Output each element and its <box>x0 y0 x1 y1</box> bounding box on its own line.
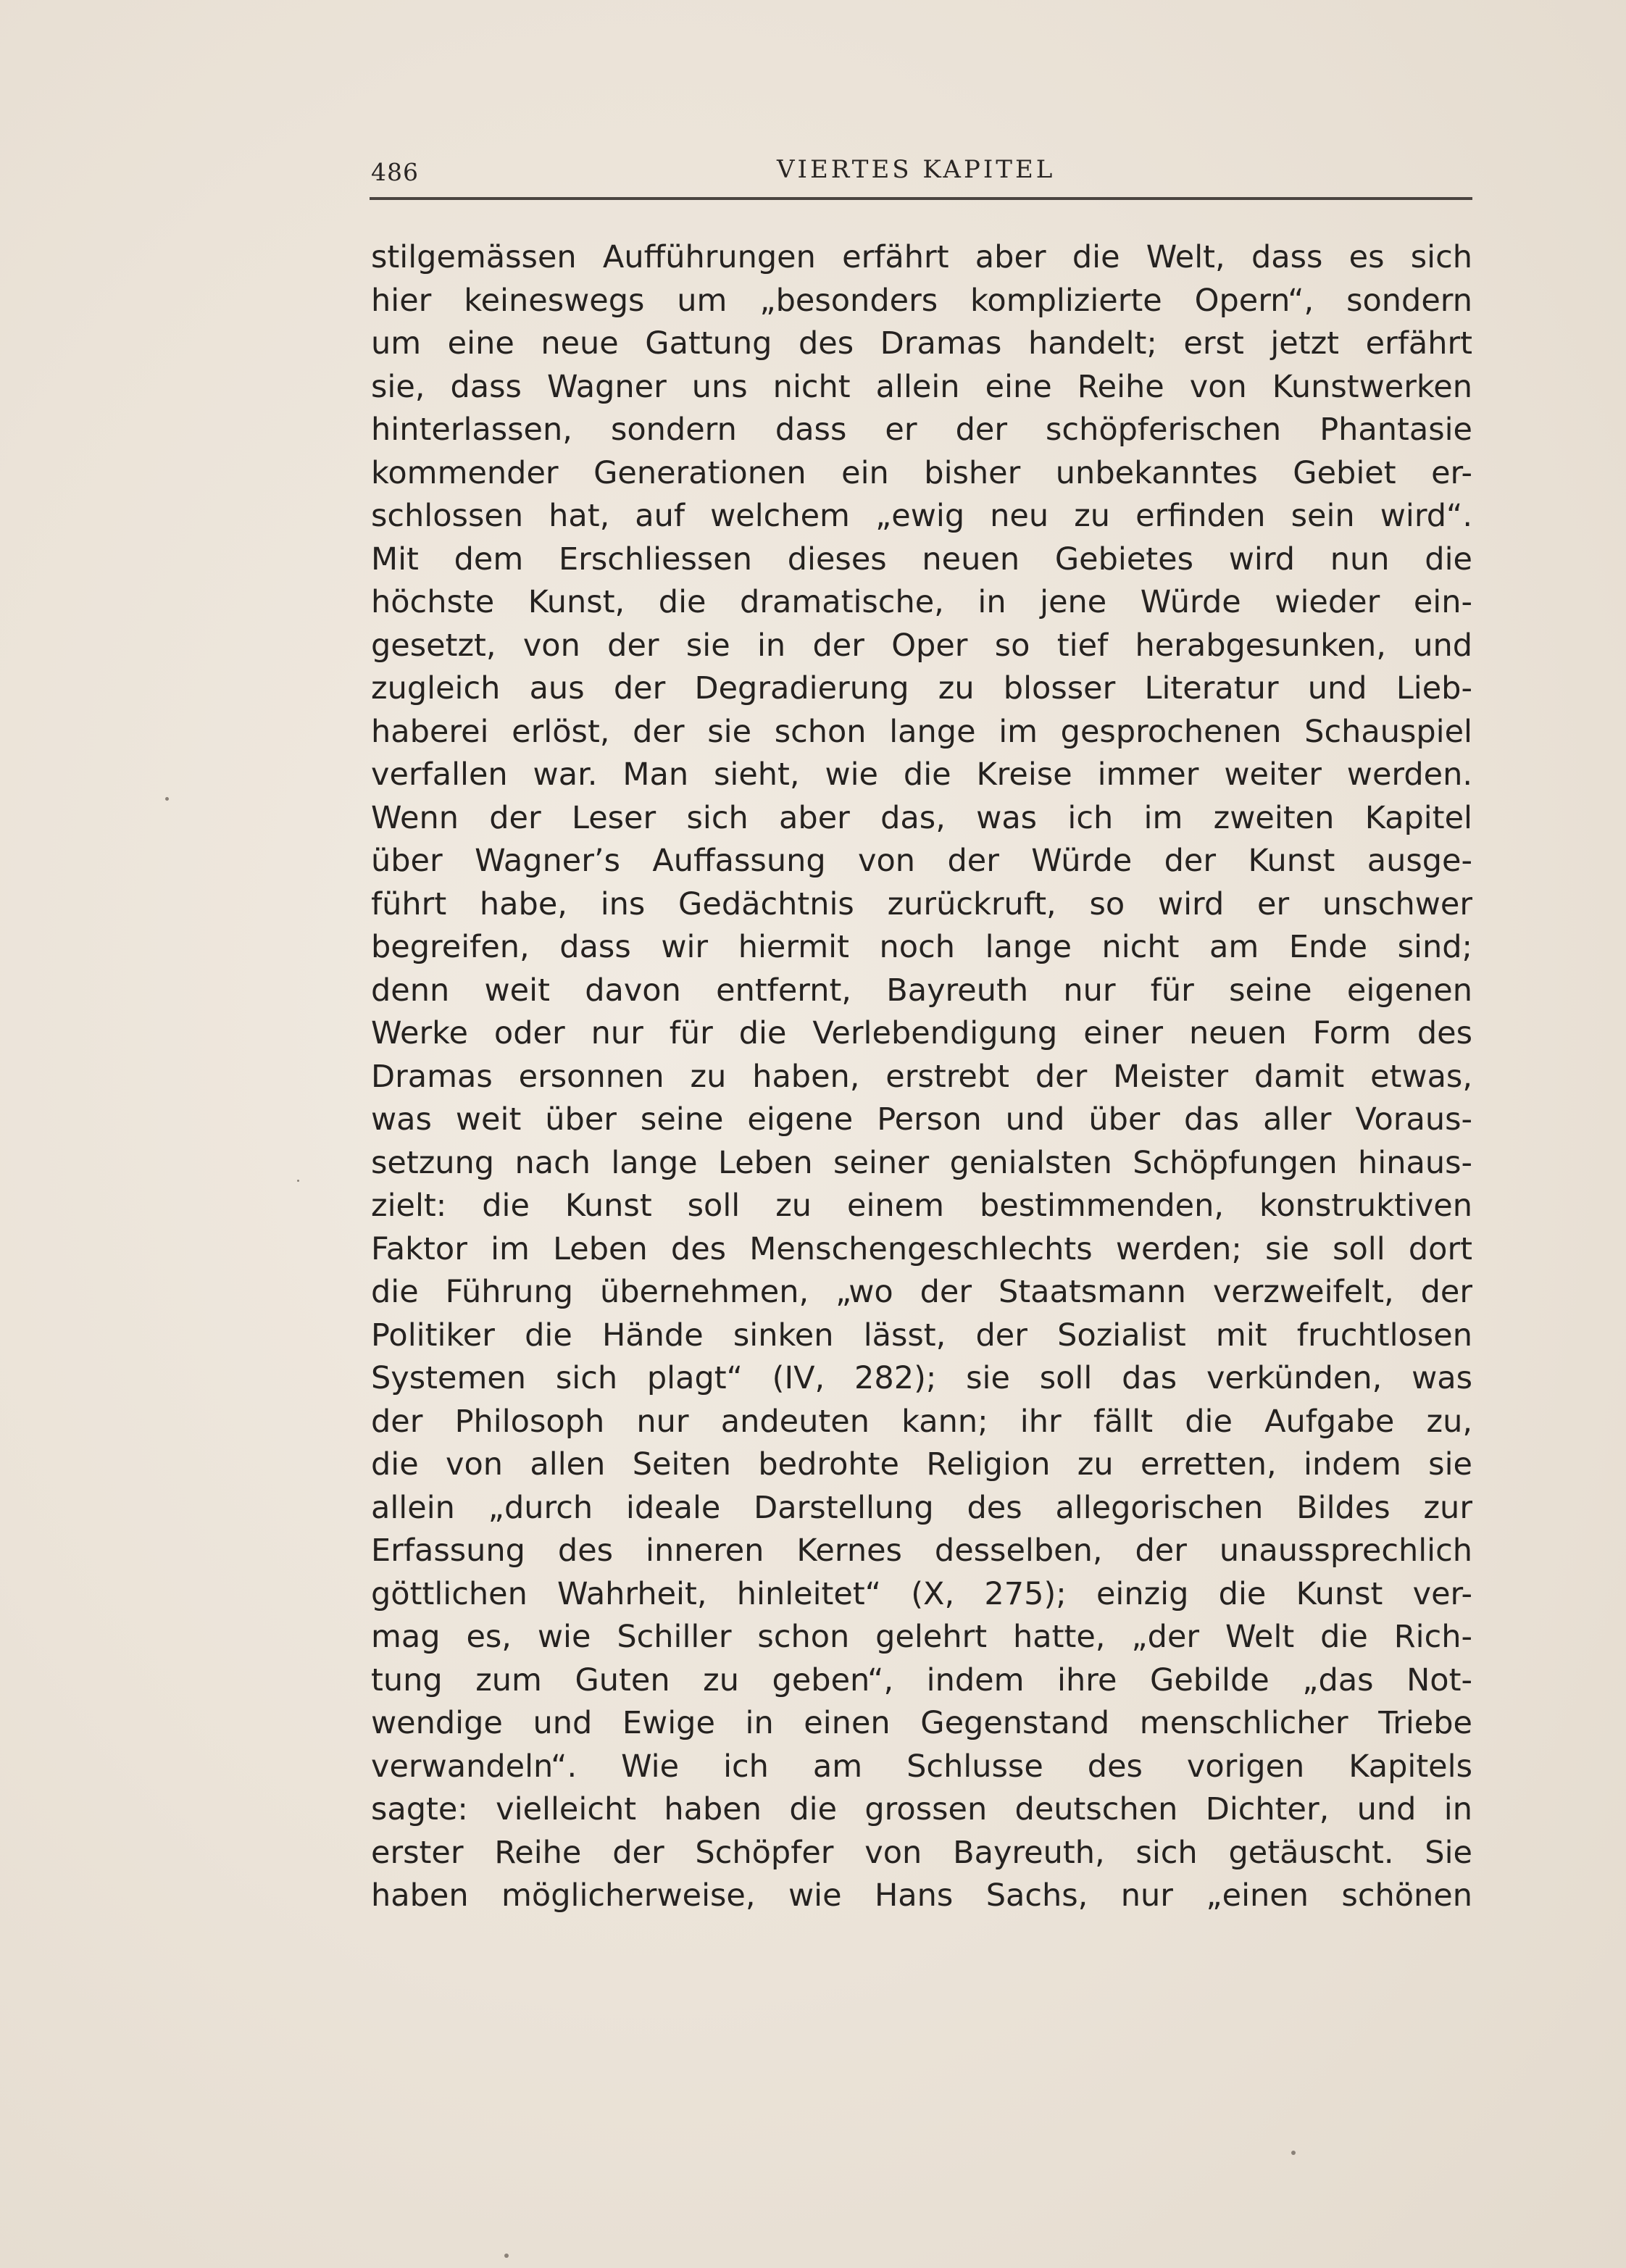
text-line: schlossen hat, auf welchem „ewig neu zu erfinden sein wird“. <box>371 498 1472 534</box>
text-line: um eine neue Gattung des Dramas handelt; erst jetzt erfährt <box>371 325 1472 362</box>
text-line: hier keineswegs um „besonders komplizierte Opern“, sondern <box>371 282 1472 319</box>
text-line: Wenn der Leser sich aber das, was ich im zweiten Kapitel <box>371 799 1472 836</box>
text-line: hinterlassen, sondern dass er der schöpferischen Phantasie <box>371 412 1472 448</box>
text-line: zielt: die Kunst soll zu einem bestimmenden, konstruktiven <box>371 1188 1472 1224</box>
text-line: Dramas ersonnen zu haben, erstrebt der Meister damit etwas, <box>371 1058 1472 1095</box>
text-line: Mit dem Erschliessen dieses neuen Gebietes wird nun die <box>371 541 1472 578</box>
text-line: begreifen, dass wir hiermit noch lange nicht am Ende sind; <box>371 929 1472 965</box>
text-line: die Führung übernehmen, „wo der Staatsmann verzweifelt, der <box>371 1274 1472 1310</box>
text-line: sie, dass Wagner uns nicht allein eine Reihe von Kunstwerken <box>371 368 1472 405</box>
text-line: führt habe, ins Gedächtnis zurückruft, so wird er unschwer <box>371 885 1472 922</box>
text-line: haberei erlöst, der sie schon lange im gesprochenen Schauspiel <box>371 713 1472 750</box>
text-line: sagte: vielleicht haben die grossen deutschen Dichter, und in <box>371 1791 1472 1827</box>
text-line: verwandeln“. Wie ich am Schlusse des vorigen Kapitels <box>371 1748 1472 1785</box>
paper-speck <box>1291 2151 1296 2155</box>
text-line: verfallen war. Man sieht, wie die Kreise immer weiter werden. <box>371 756 1472 793</box>
text-line: die von allen Seiten bedrohte Religion zu erretten, indem sie <box>371 1446 1472 1483</box>
text-line: zugleich aus der Degradierung zu blosser Literatur und Lieb- <box>371 670 1472 706</box>
header-rule <box>370 197 1472 200</box>
text-line: gesetzt, von der sie in der Oper so tief herabgesunken, und <box>371 627 1472 664</box>
text-line: Politiker die Hände sinken lässt, der Sozialist mit fruchtlosen <box>371 1317 1472 1354</box>
text-line: setzung nach lange Leben seiner genialsten Schöpfungen hinaus- <box>371 1144 1472 1181</box>
text-line: über Wagner’s Auffassung von der Würde der Kunst ausge- <box>371 843 1472 879</box>
text-line: allein „durch ideale Darstellung des allegorischen Bildes zur <box>371 1489 1472 1526</box>
text-line: stilgemässen Aufführungen erfährt aber die Welt, dass es sich <box>371 239 1472 275</box>
text-line: haben möglicherweise, wie Hans Sachs, nur „einen schönen <box>371 1877 1472 1914</box>
paper-speck <box>504 2254 509 2258</box>
chapter-running-title: VIERTES KAPITEL <box>777 155 1056 184</box>
text-line: der Philosoph nur andeuten kann; ihr fällt die Aufgabe zu, <box>371 1403 1472 1440</box>
text-line: kommender Generationen ein bisher unbekanntes Gebiet er- <box>371 454 1472 491</box>
page-header <box>371 151 1471 194</box>
paper-speck <box>297 1180 299 1182</box>
text-line: wendige und Ewige in einen Gegenstand menschlicher Triebe <box>371 1705 1472 1741</box>
text-line: göttlichen Wahrheit, hinleitet“ (X, 275); einzig die Kunst ver- <box>371 1575 1472 1612</box>
text-line: Systemen sich plagt“ (IV, 282); sie soll das verkünden, was <box>371 1360 1472 1396</box>
text-line: erster Reihe der Schöpfer von Bayreuth, sich getäuscht. Sie <box>371 1834 1472 1871</box>
page-number: 486 <box>371 158 419 186</box>
text-line: tung zum Guten zu geben“, indem ihre Gebilde „das Not- <box>371 1662 1472 1698</box>
paper-speck <box>165 797 169 801</box>
text-line: Werke oder nur für die Verlebendigung einer neuen Form des <box>371 1015 1472 1051</box>
body-text <box>371 236 1472 1918</box>
text-line: was weit über seine eigene Person und über das aller Voraus- <box>371 1101 1472 1138</box>
text-line: Erfassung des inneren Kernes desselben, der unaussprechlich <box>371 1533 1472 1569</box>
text-line: mag es, wie Schiller schon gelehrt hatte, „der Welt die Rich- <box>371 1619 1472 1655</box>
text-line: höchste Kunst, die dramatische, in jene Würde wieder ein- <box>371 584 1472 620</box>
text-line: denn weit davon entfernt, Bayreuth nur für seine eigenen <box>371 972 1472 1009</box>
text-line: Faktor im Leben des Menschengeschlechts werden; sie soll dort <box>371 1230 1472 1267</box>
